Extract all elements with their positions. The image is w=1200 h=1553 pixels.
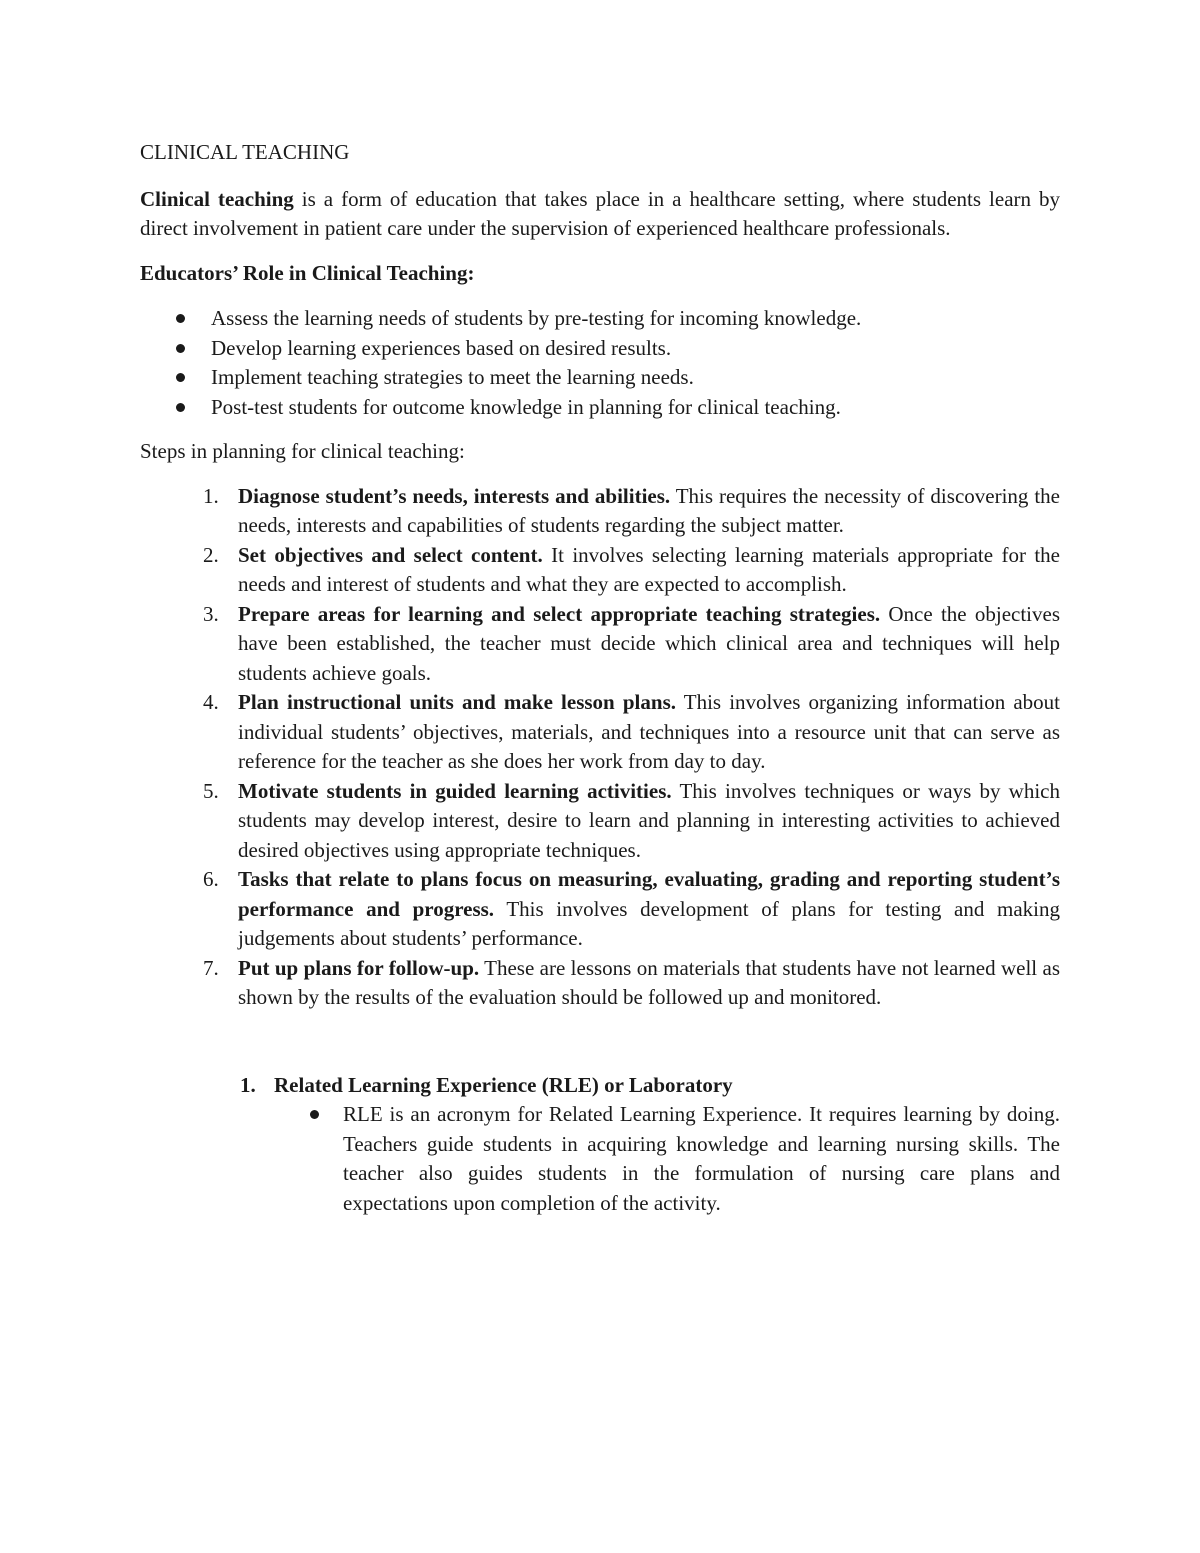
step-title: Put up plans for follow-up. bbox=[238, 955, 480, 980]
step-item bbox=[140, 777, 1060, 866]
step-title: Diagnose student’s needs, interests and abilities. bbox=[238, 483, 671, 508]
step-text: This involves development of plans for testing and making judgements about students’ performance. bbox=[238, 896, 1060, 950]
bullet-icon bbox=[176, 314, 185, 323]
steps-list bbox=[140, 482, 1060, 1013]
list-item bbox=[140, 304, 1060, 334]
step-item bbox=[140, 482, 1060, 541]
educators-role-list bbox=[140, 304, 1060, 422]
intro-paragraph bbox=[140, 185, 1060, 244]
step-text: It involves selecting learning materials appropriate for the needs and interest of students and what they are expected to accomplish. bbox=[238, 542, 1060, 596]
step-title: Plan instructional units and make lesson plans. bbox=[238, 690, 676, 714]
list-item-text: Develop learning experiences based on desired results. bbox=[211, 335, 672, 360]
step-item bbox=[140, 865, 1060, 954]
list-item-text: Implement teaching strategies to meet the learning needs. bbox=[211, 365, 694, 389]
step-title: Set objectives and select content. bbox=[238, 542, 543, 567]
section-number: 1. bbox=[240, 1072, 256, 1097]
step-number: 4. bbox=[203, 690, 219, 714]
bullet-icon bbox=[176, 403, 185, 412]
educators-role-heading: Educators’ Role in Clinical Teaching: bbox=[140, 260, 475, 285]
list-item bbox=[140, 363, 1060, 393]
list-item-text: Post-test students for outcome knowledge in planning for clinical teaching. bbox=[211, 394, 841, 419]
list-item-text: Assess the learning needs of students by pre-testing for incoming knowledge. bbox=[211, 306, 862, 330]
step-text: This requires the necessity of discovering the needs, interests and capabilities of students regarding the subject matter. bbox=[238, 483, 1060, 537]
step-number: 7. bbox=[203, 955, 219, 980]
step-item bbox=[140, 541, 1060, 600]
step-number: 1. bbox=[203, 483, 219, 508]
step-item bbox=[140, 688, 1060, 777]
list-item-text: RLE is an acronym for Related Learning Experience. It requires learning by doing. Teachers guide students in acquiring knowledge and learning nursing skills. The teacher also guides students in the formulation of nursing care plans and expectations upon completion of the activity. bbox=[343, 1102, 1060, 1215]
step-title: Tasks that relate to plans focus on measuring, evaluating, grading and reporting student’s performance and progress. bbox=[238, 867, 1060, 921]
intro-term: Clinical teaching bbox=[140, 186, 294, 211]
step-text: This involves techniques or ways by which students may develop interest, desire to learn and planning in interesting activities to achieved desired objectives using appropriate techniques. bbox=[238, 778, 1060, 862]
document-page bbox=[140, 138, 1060, 1218]
intro-text: is a form of education that takes place in a healthcare setting, where students learn by direct involvement in patient care under the supervision of experienced healthcare professionals. bbox=[140, 186, 1060, 240]
step-number: 5. bbox=[203, 778, 219, 803]
step-item bbox=[140, 954, 1060, 1013]
bullet-icon bbox=[176, 344, 185, 353]
step-item bbox=[140, 600, 1060, 689]
step-number: 3. bbox=[203, 601, 219, 626]
list-item bbox=[140, 1100, 1060, 1218]
list-item bbox=[140, 334, 1060, 364]
steps-heading: Steps in planning for clinical teaching: bbox=[140, 439, 465, 463]
document-title: CLINICAL TEACHING bbox=[140, 140, 350, 164]
bullet-icon bbox=[176, 373, 185, 382]
step-title: Motivate students in guided learning activities. bbox=[238, 778, 672, 803]
step-number: 2. bbox=[203, 542, 219, 567]
section-heading bbox=[140, 1071, 1060, 1101]
step-text: Once the objectives have been established, the teacher must decide which clinical area and techniques will help students achieve goals. bbox=[238, 601, 1061, 685]
step-text: These are lessons on materials that students have not learned well as shown by the results of the evaluation should be followed up and monitored. bbox=[238, 955, 1060, 1009]
bullet-icon bbox=[310, 1110, 319, 1119]
step-number: 6. bbox=[203, 867, 219, 891]
list-item bbox=[140, 393, 1060, 423]
rle-section bbox=[140, 1071, 1060, 1219]
step-text: This involves organizing information about individual students’ objectives, materials, and techniques into a resource unit that can serve as reference for the teacher as she does her work from day to day. bbox=[238, 690, 1061, 773]
step-title: Prepare areas for learning and select appropriate teaching strategies. bbox=[238, 601, 881, 626]
section-title: Related Learning Experience (RLE) or Laboratory bbox=[274, 1072, 733, 1097]
rle-list bbox=[140, 1100, 1060, 1218]
